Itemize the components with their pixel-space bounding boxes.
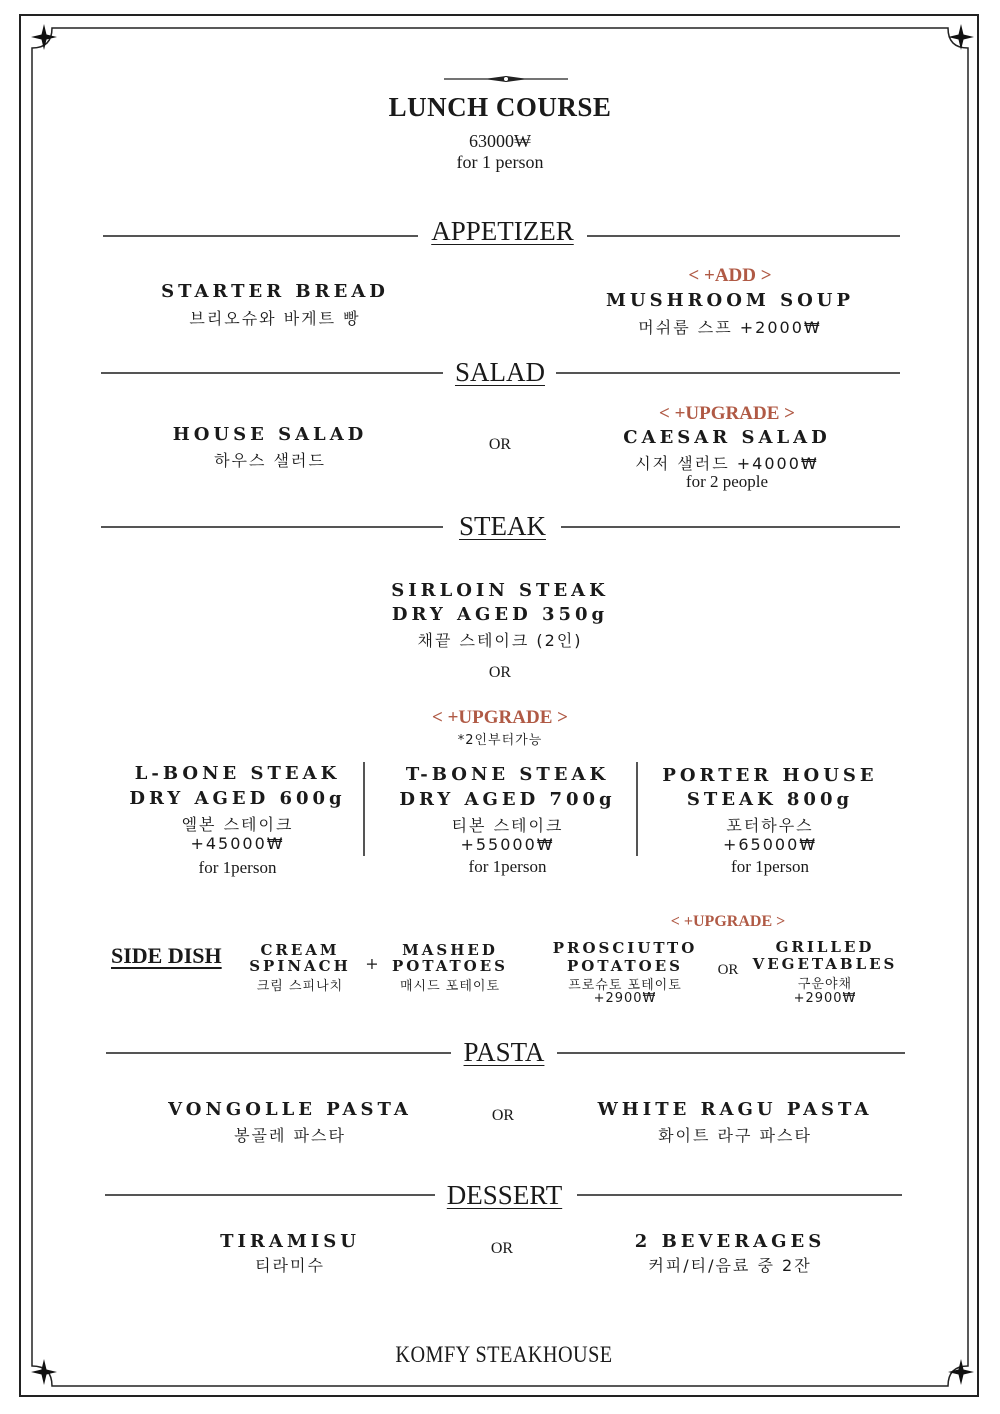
dessert-left-name: TIRAMISU bbox=[220, 1231, 360, 1252]
steak-option-name: L-BONE STEAK bbox=[134, 763, 341, 784]
side-item-name: SPINACH bbox=[249, 957, 351, 975]
side-item-name: MASHED bbox=[402, 941, 498, 959]
appetizer-right-korean: 머쉬룸 스프 +2000₩ bbox=[638, 318, 822, 337]
steak-main-aging: DRY AGED 350g bbox=[391, 604, 609, 625]
steak-option-aging: STEAK 800g bbox=[686, 789, 854, 810]
steak-option-price: +55000₩ bbox=[460, 835, 555, 854]
side-item-korean: 구운야채 bbox=[797, 977, 853, 992]
steak-main-name: SIRLOIN STEAK bbox=[391, 580, 609, 601]
corner-star-icon bbox=[31, 1359, 57, 1385]
section-rule bbox=[577, 1194, 902, 1196]
section-heading-appetizer: APPETIZER bbox=[431, 216, 574, 246]
plus-label: + bbox=[365, 954, 379, 973]
steak-option-aging: DRY AGED 600g bbox=[129, 788, 346, 809]
salad-right-note: for 2 people bbox=[685, 472, 769, 491]
steak-option-name: T-BONE STEAK bbox=[405, 764, 610, 785]
upgrade-tag: < +UPGRADE > bbox=[659, 403, 795, 424]
pasta-left-name: VONGOLLE PASTA bbox=[168, 1099, 412, 1120]
or-label: OR bbox=[488, 436, 512, 453]
side-item-name: VEGETABLES bbox=[752, 955, 898, 973]
upgrade-tag: < +UPGRADE > bbox=[670, 913, 786, 930]
side-item-name: POTATOES bbox=[567, 957, 683, 975]
side-dish-heading: SIDE DISH bbox=[111, 943, 222, 968]
add-tag: < +ADD > bbox=[688, 265, 772, 286]
dessert-left-korean: 티라미수 bbox=[255, 1256, 325, 1275]
section-rule bbox=[561, 526, 900, 528]
steak-option-price: +45000₩ bbox=[190, 834, 285, 853]
appetizer-left-korean: 브리오슈와 바게트 빵 bbox=[189, 309, 361, 328]
pasta-left-korean: 봉골레 파스타 bbox=[234, 1126, 346, 1145]
upgrade-note: *2인부터가능 bbox=[457, 733, 543, 748]
appetizer-left-name: STARTER BREAD bbox=[161, 281, 389, 302]
section-rule bbox=[106, 1052, 451, 1054]
dessert-right-name: 2 BEVERAGES bbox=[634, 1231, 826, 1252]
side-item-korean: 매시드 포테이토 bbox=[399, 979, 501, 994]
pasta-right-name: WHITE RAGU PASTA bbox=[597, 1099, 873, 1120]
section-rule bbox=[557, 1052, 905, 1054]
or-label: OR bbox=[491, 1107, 515, 1124]
corner-star-icon bbox=[31, 24, 57, 50]
section-rule bbox=[103, 235, 418, 237]
section-rule bbox=[556, 372, 900, 374]
steak-option-name: PORTER HOUSE bbox=[662, 765, 878, 786]
steak-option-aging: DRY AGED 700g bbox=[399, 789, 616, 810]
or-label: OR bbox=[488, 664, 512, 681]
salad-right-korean: 시저 샐러드 +4000₩ bbox=[635, 454, 819, 473]
course-price: 63000₩ bbox=[469, 131, 531, 151]
section-rule bbox=[101, 372, 443, 374]
steak-option-korean: 엘본 스테이크 bbox=[181, 815, 294, 834]
dessert-right-korean: 커피/티/음료 중 2잔 bbox=[648, 1256, 812, 1275]
appetizer-right-name: MUSHROOM SOUP bbox=[605, 290, 855, 311]
side-item-korean: 크림 스피나치 bbox=[256, 979, 344, 994]
side-item-price: +2900₩ bbox=[593, 991, 657, 1006]
side-item-name: POTATOES bbox=[392, 957, 508, 975]
section-heading-dessert: DESSERT bbox=[446, 1180, 563, 1210]
course-serving: for 1 person bbox=[456, 152, 544, 172]
section-rule bbox=[587, 235, 900, 237]
steak-option-note: for 1person bbox=[731, 857, 809, 876]
pasta-right-korean: 화이트 라구 파스타 bbox=[658, 1126, 812, 1145]
steak-option-korean: 포터하우스 bbox=[726, 816, 814, 835]
corner-star-icon bbox=[948, 24, 974, 50]
ornament-divider-icon bbox=[444, 73, 568, 85]
side-item-korean: 프로슈토 포테이토 bbox=[568, 978, 682, 993]
section-rule bbox=[105, 1194, 435, 1196]
salad-left-korean: 하우스 샐러드 bbox=[214, 451, 326, 470]
column-divider bbox=[363, 762, 365, 856]
restaurant-name: KOMFY STEAKHOUSE bbox=[395, 1342, 613, 1367]
side-item-name: GRILLED bbox=[775, 938, 875, 956]
steak-option-korean: 티본 스테이크 bbox=[451, 816, 564, 835]
or-label: OR bbox=[717, 962, 739, 978]
steak-option-price: +65000₩ bbox=[722, 835, 818, 854]
steak-option-note: for 1person bbox=[468, 857, 547, 876]
steak-option-note: for 1person bbox=[198, 858, 277, 877]
section-heading-pasta: PASTA bbox=[463, 1037, 545, 1067]
corner-star-icon bbox=[948, 1359, 974, 1385]
section-rule bbox=[101, 526, 443, 528]
upgrade-tag: < +UPGRADE > bbox=[432, 707, 568, 728]
side-item-name: PROSCIUTTO bbox=[552, 939, 698, 957]
course-title: LUNCH COURSE bbox=[388, 92, 612, 122]
side-item-price: +2900₩ bbox=[793, 991, 857, 1006]
salad-right-name: CAESAR SALAD bbox=[623, 427, 831, 448]
salad-left-name: HOUSE SALAD bbox=[172, 424, 368, 445]
steak-main-korean: 채끝 스테이크 (2인) bbox=[417, 631, 583, 650]
side-item-name: CREAM bbox=[260, 941, 340, 959]
section-heading-steak: STEAK bbox=[459, 511, 546, 541]
or-label: OR bbox=[490, 1240, 514, 1257]
section-heading-salad: SALAD bbox=[454, 357, 545, 387]
